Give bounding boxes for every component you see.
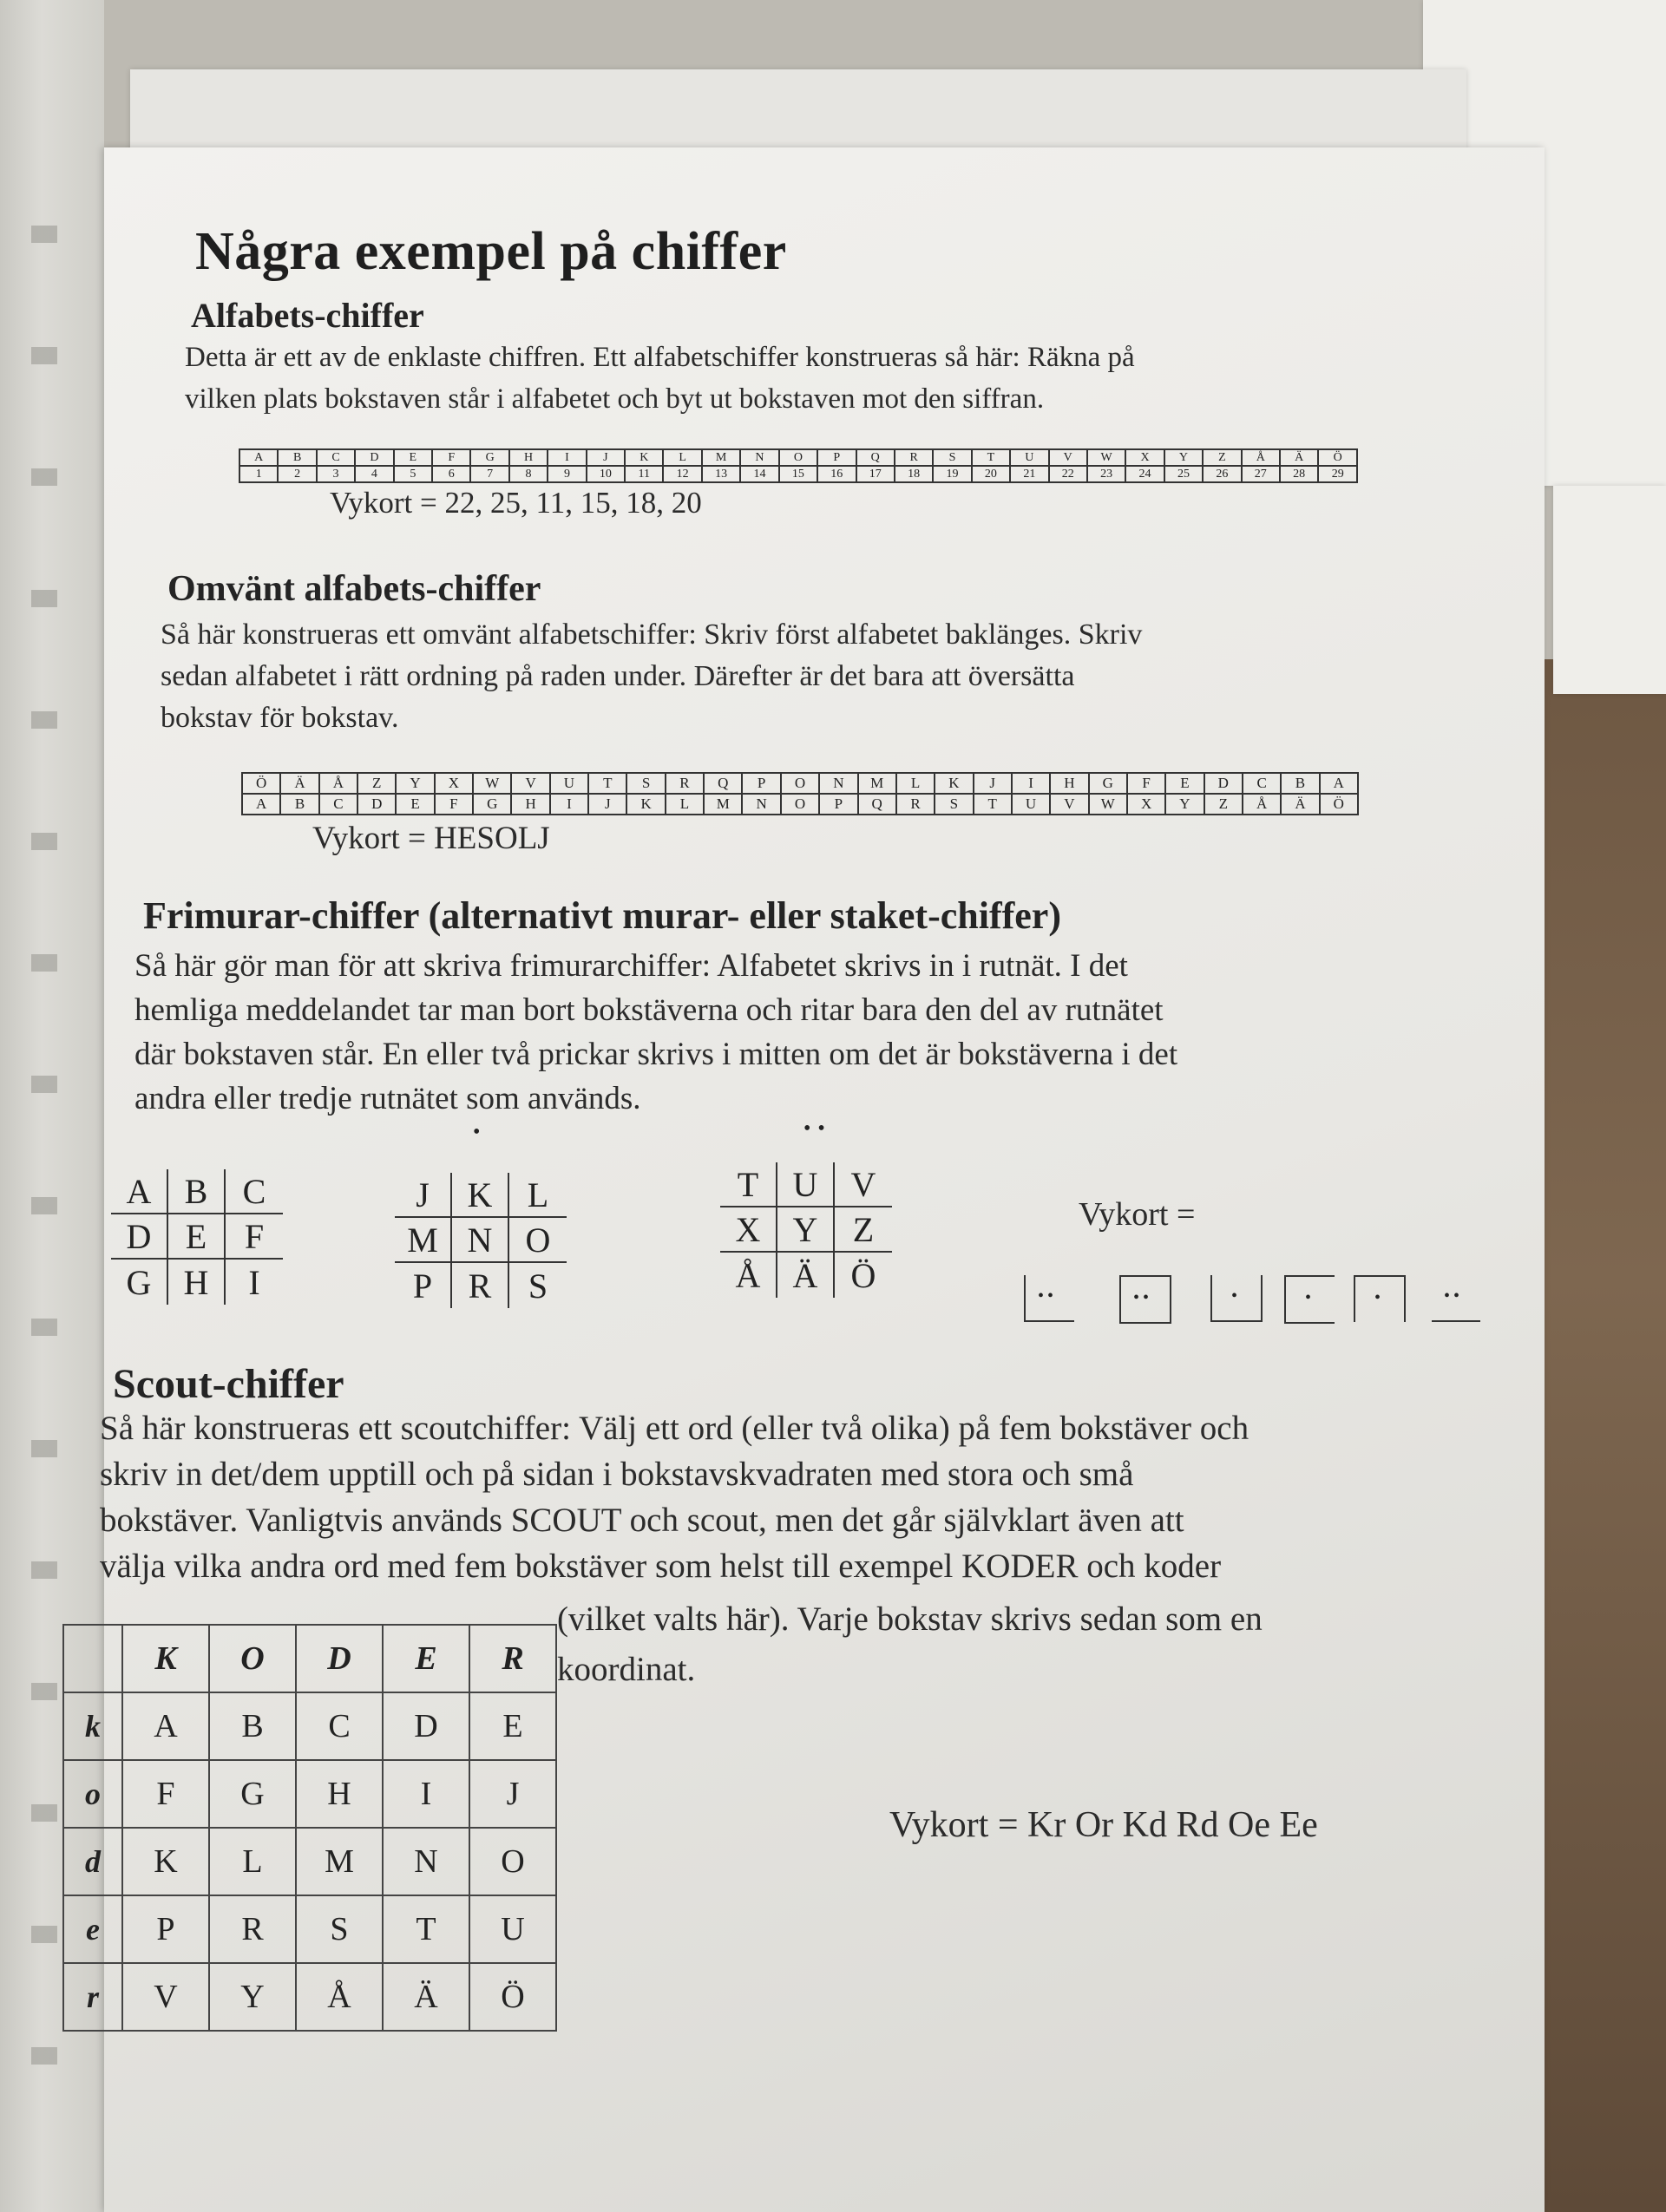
table-cell: J — [588, 794, 626, 815]
table-cell: Ö — [1318, 449, 1357, 466]
table-cell: K — [122, 1828, 209, 1895]
table-cell: 25 — [1164, 466, 1203, 482]
pigpen-letter: P — [395, 1263, 452, 1308]
pigpen-letter: F — [226, 1214, 283, 1260]
scout-line: välja vilka andra ord med fem bokstäver som helst till exempel KODER och koder — [100, 1548, 1222, 1585]
table-row — [239, 449, 1357, 466]
pigpen-dots: •• — [1133, 1288, 1153, 1307]
table-cell: E — [1165, 773, 1204, 794]
table-cell: Q — [704, 773, 742, 794]
row-key: o — [63, 1760, 122, 1828]
table-cell: 2 — [278, 466, 316, 482]
table-cell: F — [122, 1760, 209, 1828]
table-cell: Ö — [469, 1963, 556, 2031]
pigpen-dots: • — [1231, 1286, 1242, 1306]
table-row — [63, 1625, 556, 1692]
scout-side-line: koordinat. — [557, 1651, 696, 1688]
pigpen-symbol-t — [1432, 1275, 1480, 1322]
table-cell: S — [626, 773, 665, 794]
pigpen-dots: • — [1305, 1288, 1315, 1307]
pigpen-letter: B — [168, 1169, 226, 1214]
table-cell: Å — [1242, 449, 1280, 466]
table-cell: 29 — [1318, 466, 1357, 482]
table-cell: G — [1089, 773, 1127, 794]
table-cell: Å — [296, 1963, 383, 2031]
table-cell: Å — [1243, 794, 1281, 815]
table-cell: I — [1012, 773, 1050, 794]
table-cell: A — [1320, 773, 1358, 794]
table-cell: 5 — [394, 466, 432, 482]
table-cell: 8 — [509, 466, 548, 482]
table-cell: 17 — [856, 466, 895, 482]
table-cell: G — [470, 449, 508, 466]
table-row — [63, 1963, 556, 2031]
table-cell: P — [817, 449, 856, 466]
table-cell: J — [587, 449, 625, 466]
table-cell: 1 — [239, 466, 278, 482]
pigpen-grid-3 — [720, 1162, 892, 1298]
table-cell: 21 — [1010, 466, 1048, 482]
table-cell: 11 — [625, 466, 663, 482]
table-cell: 22 — [1049, 466, 1087, 482]
table-cell: O — [779, 449, 817, 466]
table-row — [242, 773, 1358, 794]
pigpen-letter: R — [452, 1263, 509, 1308]
table-cell: Ä — [1280, 449, 1318, 466]
table-cell: O — [781, 773, 819, 794]
table-cell: C — [317, 449, 355, 466]
table-cell: H — [511, 794, 549, 815]
table-cell: K — [625, 449, 663, 466]
table-cell: O — [781, 794, 819, 815]
pigpen-letter: Ö — [850, 1255, 876, 1295]
table-cell: Y — [209, 1963, 296, 2031]
table-cell: 15 — [779, 466, 817, 482]
table-corner — [63, 1625, 122, 1692]
vykort-alfabet: Vykort = 22, 25, 11, 15, 18, 20 — [330, 486, 702, 520]
table-cell: S — [933, 449, 971, 466]
table-cell: E — [469, 1692, 556, 1760]
omvant-paragraph — [161, 614, 1445, 739]
table-cell: I — [383, 1760, 469, 1828]
vykort-frimurar: Vykort = — [1079, 1196, 1196, 1233]
pigpen-symbol-y — [1119, 1275, 1171, 1324]
table-cell: D — [1204, 773, 1243, 794]
table-cell: 23 — [1087, 466, 1125, 482]
pigpen-symbol-v — [1024, 1275, 1074, 1322]
table-cell: Å — [319, 773, 357, 794]
page-title: Några exempel på chiffer — [195, 222, 787, 281]
table-cell: 4 — [355, 466, 393, 482]
table-cell: 18 — [895, 466, 933, 482]
table-cell: N — [740, 449, 778, 466]
scout-line: Så här konstrueras ett scoutchiffer: Välj ett ord (eller två olika) på fem bokstäver och — [100, 1410, 1250, 1447]
table-cell: H — [509, 449, 548, 466]
pigpen-grid-2 — [395, 1173, 567, 1308]
table-cell: J — [974, 773, 1012, 794]
table-cell: T — [383, 1895, 469, 1963]
frimurar-paragraph — [134, 944, 1471, 1121]
column-key: K — [122, 1625, 209, 1692]
pigpen-letter: I — [248, 1262, 260, 1302]
table-cell: N — [383, 1828, 469, 1895]
table-cell: G — [209, 1760, 296, 1828]
pigpen-letter: J — [395, 1173, 452, 1218]
vykort-scout: Vykort = Kr Or Kd Rd Oe Ee — [889, 1805, 1318, 1845]
table-row — [63, 1760, 556, 1828]
table-cell: E — [394, 449, 432, 466]
pigpen-letter: U — [777, 1162, 835, 1207]
omvant-line: Så här konstrueras ett omvänt alfabetschiffer: Skriv först alfabetet baklänges. Skriv — [161, 618, 1143, 651]
table-cell: U — [1012, 794, 1050, 815]
section-heading-scout: Scout-chiffer — [113, 1361, 344, 1407]
pigpen-symbol-k — [1210, 1275, 1263, 1322]
reverse-alphabet-table — [241, 772, 1359, 815]
table-cell: Z — [1204, 794, 1243, 815]
table-cell: I — [550, 794, 588, 815]
table-cell: A — [239, 449, 278, 466]
table-cell: C — [1243, 773, 1281, 794]
table-cell: N — [742, 794, 780, 815]
table-cell: 24 — [1125, 466, 1164, 482]
pigpen-letter: M — [395, 1218, 452, 1263]
section-heading-alfabet: Alfabets-chiffer — [191, 296, 424, 335]
table-cell: F — [435, 794, 473, 815]
omvant-line: sedan alfabetet i rätt ordning på raden under. Därefter är det bara att översätta — [161, 660, 1075, 692]
table-cell: 20 — [972, 466, 1010, 482]
table-cell: Ä — [280, 773, 318, 794]
table-cell: Ö — [242, 773, 280, 794]
table-cell: 14 — [740, 466, 778, 482]
table-cell: X — [1125, 449, 1164, 466]
table-cell: Ä — [383, 1963, 469, 2031]
table-cell: E — [396, 794, 434, 815]
table-cell: L — [663, 449, 701, 466]
table-cell: 9 — [548, 466, 586, 482]
table-cell: V — [1049, 449, 1087, 466]
pigpen-dots: •• — [1038, 1286, 1058, 1306]
table-cell: G — [473, 794, 511, 815]
frimurar-line: där bokstaven står. En eller två prickar skrivs i mitten om det är bokstäverna i det — [134, 1037, 1178, 1072]
table-cell: 12 — [663, 466, 701, 482]
table-cell: M — [702, 449, 740, 466]
table-cell: 13 — [702, 466, 740, 482]
table-cell: J — [469, 1760, 556, 1828]
table-cell: W — [1087, 449, 1125, 466]
table-cell: Z — [1203, 449, 1241, 466]
pigpen-letter: V — [835, 1162, 892, 1207]
table-cell: L — [666, 794, 704, 815]
alphabet-number-table — [239, 448, 1358, 483]
table-cell: B — [1281, 773, 1319, 794]
table-cell: B — [278, 449, 316, 466]
pigpen-letter: Å — [720, 1253, 777, 1298]
section-heading-omvant: Omvänt alfabets-chiffer — [167, 569, 541, 609]
table-cell: T — [588, 773, 626, 794]
pigpen-letter: N — [452, 1218, 509, 1263]
pigpen-symbol-r — [1354, 1275, 1406, 1322]
scout-cipher-square — [62, 1624, 557, 2032]
frimurar-line: andra eller tredje rutnätet som används. — [134, 1081, 641, 1116]
pigpen-grid-2-dot: • — [473, 1121, 488, 1143]
table-cell: 6 — [432, 466, 470, 482]
scout-side-line: (vilket valts här). Varje bokstav skrivs sedan som en — [557, 1600, 1263, 1638]
column-key: O — [209, 1625, 296, 1692]
table-cell: 27 — [1242, 466, 1280, 482]
table-cell: 16 — [817, 466, 856, 482]
pigpen-letter: G — [111, 1260, 168, 1305]
pigpen-letter: L — [509, 1173, 567, 1218]
scout-line: bokstäver. Vanligtvis används SCOUT och scout, men det går självklart även att — [100, 1502, 1184, 1539]
column-key: R — [469, 1625, 556, 1692]
pigpen-dots: •• — [1444, 1286, 1464, 1306]
table-cell: X — [435, 773, 473, 794]
table-cell: L — [896, 773, 935, 794]
pigpen-letter: Z — [835, 1207, 892, 1253]
table-cell: D — [383, 1692, 469, 1760]
table-cell: Q — [858, 794, 896, 815]
table-cell: R — [209, 1895, 296, 1963]
table-cell: Ä — [1281, 794, 1319, 815]
table-cell: U — [1010, 449, 1048, 466]
row-key: r — [63, 1963, 122, 2031]
table-cell: B — [280, 794, 318, 815]
table-cell: A — [242, 794, 280, 815]
wooden-table — [1527, 659, 1666, 2212]
table-cell: S — [935, 794, 973, 815]
table-cell: Z — [357, 773, 396, 794]
scout-paragraph — [100, 1405, 1505, 1589]
background-sheet-2 — [1553, 486, 1666, 694]
table-cell: M — [704, 794, 742, 815]
table-cell: 19 — [933, 466, 971, 482]
table-cell: K — [935, 773, 973, 794]
table-row — [63, 1692, 556, 1760]
row-key: d — [63, 1828, 122, 1895]
omvant-line: bokstav för bokstav. — [161, 702, 399, 734]
pigpen-letter: D — [111, 1214, 168, 1260]
table-cell: U — [550, 773, 588, 794]
scout-line: skriv in det/dem upptill och på sidan i bokstavskvadraten med stora och små — [100, 1456, 1134, 1493]
table-cell: F — [1127, 773, 1165, 794]
table-cell: Ö — [1320, 794, 1358, 815]
table-cell: O — [469, 1828, 556, 1895]
table-cell: D — [357, 794, 396, 815]
pigpen-letter: T — [720, 1162, 777, 1207]
table-cell: B — [209, 1692, 296, 1760]
frimurar-line: Så här gör man för att skriva frimurarchiffer: Alfabetet skrivs in i rutnät. I det — [134, 948, 1128, 984]
table-cell: V — [511, 773, 549, 794]
pigpen-symbol-o — [1284, 1275, 1335, 1324]
table-cell: 7 — [470, 466, 508, 482]
table-cell: T — [974, 794, 1012, 815]
table-cell: N — [819, 773, 857, 794]
table-row — [239, 466, 1357, 482]
pigpen-grid-3-dots: •• — [803, 1117, 832, 1140]
pigpen-dots: • — [1374, 1288, 1385, 1307]
pigpen-letter: O — [509, 1218, 567, 1263]
section-heading-frimurar: Frimurar-chiffer (alternativt murar- eller staket-chiffer) — [143, 894, 1061, 937]
table-cell: W — [1089, 794, 1127, 815]
table-cell: R — [895, 449, 933, 466]
table-cell: Y — [1165, 794, 1204, 815]
row-key: e — [63, 1895, 122, 1963]
pigpen-grid-1 — [111, 1169, 283, 1305]
column-key: D — [296, 1625, 383, 1692]
table-cell: K — [626, 794, 665, 815]
table-cell: X — [1127, 794, 1165, 815]
table-cell: P — [122, 1895, 209, 1963]
table-cell: S — [296, 1895, 383, 1963]
table-cell: D — [355, 449, 393, 466]
table-cell: M — [296, 1828, 383, 1895]
table-cell: 26 — [1203, 466, 1241, 482]
alfabet-paragraph — [185, 337, 1426, 420]
pigpen-letter: C — [226, 1169, 283, 1214]
table-cell: Y — [396, 773, 434, 794]
table-cell: H — [296, 1760, 383, 1828]
column-key: E — [383, 1625, 469, 1692]
table-cell: V — [122, 1963, 209, 2031]
table-cell: R — [666, 773, 704, 794]
table-row — [63, 1828, 556, 1895]
pigpen-letter: X — [720, 1207, 777, 1253]
table-cell: Q — [856, 449, 895, 466]
table-cell: C — [319, 794, 357, 815]
vykort-omvant: Vykort = HESOLJ — [312, 821, 550, 856]
frimurar-line: hemliga meddelandet tar man bort bokstäverna och ritar bara den del av rutnätet — [134, 992, 1164, 1028]
table-cell: Y — [1164, 449, 1203, 466]
table-row — [63, 1895, 556, 1963]
scout-side-text — [557, 1594, 1512, 1695]
alfabet-line: vilken plats bokstaven står i alfabetet och byt ut bokstaven mot den siffran. — [185, 383, 1045, 415]
table-cell: A — [122, 1692, 209, 1760]
pigpen-letter: E — [168, 1214, 226, 1260]
table-cell: V — [1050, 794, 1088, 815]
pigpen-letter: H — [168, 1260, 226, 1305]
table-cell: C — [296, 1692, 383, 1760]
table-cell: T — [972, 449, 1010, 466]
table-cell: F — [432, 449, 470, 466]
table-cell: 28 — [1280, 466, 1318, 482]
table-cell: P — [819, 794, 857, 815]
pigpen-letter: S — [528, 1266, 548, 1306]
pigpen-letter: Y — [777, 1207, 835, 1253]
table-cell: R — [896, 794, 935, 815]
table-cell: L — [209, 1828, 296, 1895]
table-cell: M — [858, 773, 896, 794]
table-row — [242, 794, 1358, 815]
row-key: k — [63, 1692, 122, 1760]
pigpen-letter: Ä — [777, 1253, 835, 1298]
pigpen-letter: K — [452, 1173, 509, 1218]
table-cell: 3 — [317, 466, 355, 482]
alfabet-line: Detta är ett av de enklaste chiffren. Ett alfabetschiffer konstrueras så här: Räkna på — [185, 342, 1135, 373]
table-cell: H — [1050, 773, 1088, 794]
table-cell: 10 — [587, 466, 625, 482]
table-cell: P — [742, 773, 780, 794]
table-cell: U — [469, 1895, 556, 1963]
table-cell: I — [548, 449, 586, 466]
table-cell: W — [473, 773, 511, 794]
pigpen-letter: A — [111, 1169, 168, 1214]
